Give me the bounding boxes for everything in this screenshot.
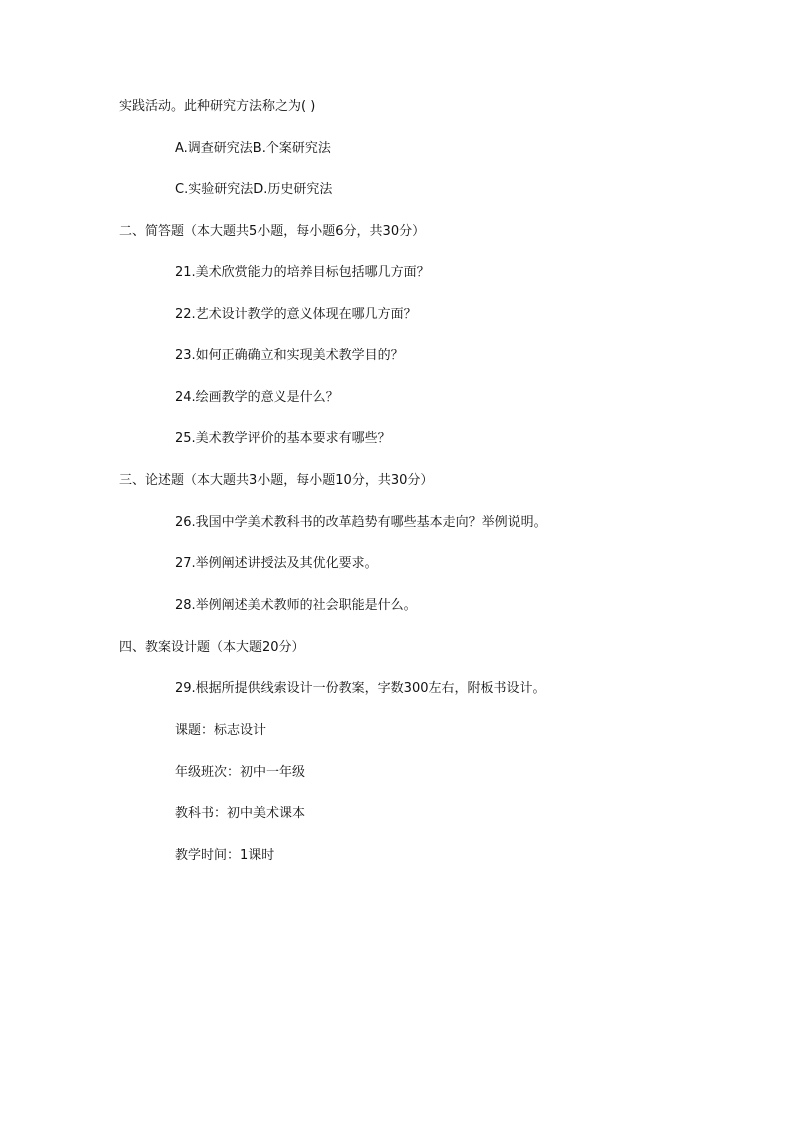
question-20-stem-continuation: 实践活动。此种研究方法称之为( ) (119, 99, 316, 114)
section-heading-lesson-plan: 四、教案设计题（本大题20分） (119, 640, 305, 655)
question-23: 23.如何正确确立和实现美术教学目的？ (175, 348, 404, 363)
question-27: 27.举例阐述讲授法及其优化要求。 (175, 556, 378, 571)
section-heading-essay: 三、论述题（本大题共3小题，每小题10分，共30分） (119, 473, 434, 488)
question-20-options-c-d: C.实验研究法D.历史研究法 (175, 182, 333, 197)
lesson-grade: 年级班次：初中一年级 (175, 765, 306, 780)
question-28: 28.举例阐述美术教师的社会职能是什么。 (175, 598, 417, 613)
section-heading-short-answer: 二、简答题（本大题共5小题，每小题6分，共30分） (119, 224, 426, 239)
question-22: 22.艺术设计教学的意义体现在哪几方面？ (175, 307, 417, 322)
question-26: 26.我国中学美术教科书的改革趋势有哪些基本走向？举例说明。 (175, 515, 547, 530)
question-24: 24.绘画教学的意义是什么？ (175, 390, 339, 405)
question-21: 21.美术欣赏能力的培养目标包括哪几方面？ (175, 265, 430, 280)
lesson-topic: 课题：标志设计 (175, 723, 267, 738)
question-25: 25.美术教学评价的基本要求有哪些？ (175, 431, 391, 446)
question-29: 29.根据所提供线索设计一份教案，字数300左右，附板书设计。 (175, 681, 546, 696)
lesson-textbook: 教科书：初中美术课本 (175, 806, 306, 821)
question-20-options-a-b: A.调查研究法B.个案研究法 (175, 141, 331, 156)
lesson-duration: 教学时间：1课时 (175, 848, 275, 863)
